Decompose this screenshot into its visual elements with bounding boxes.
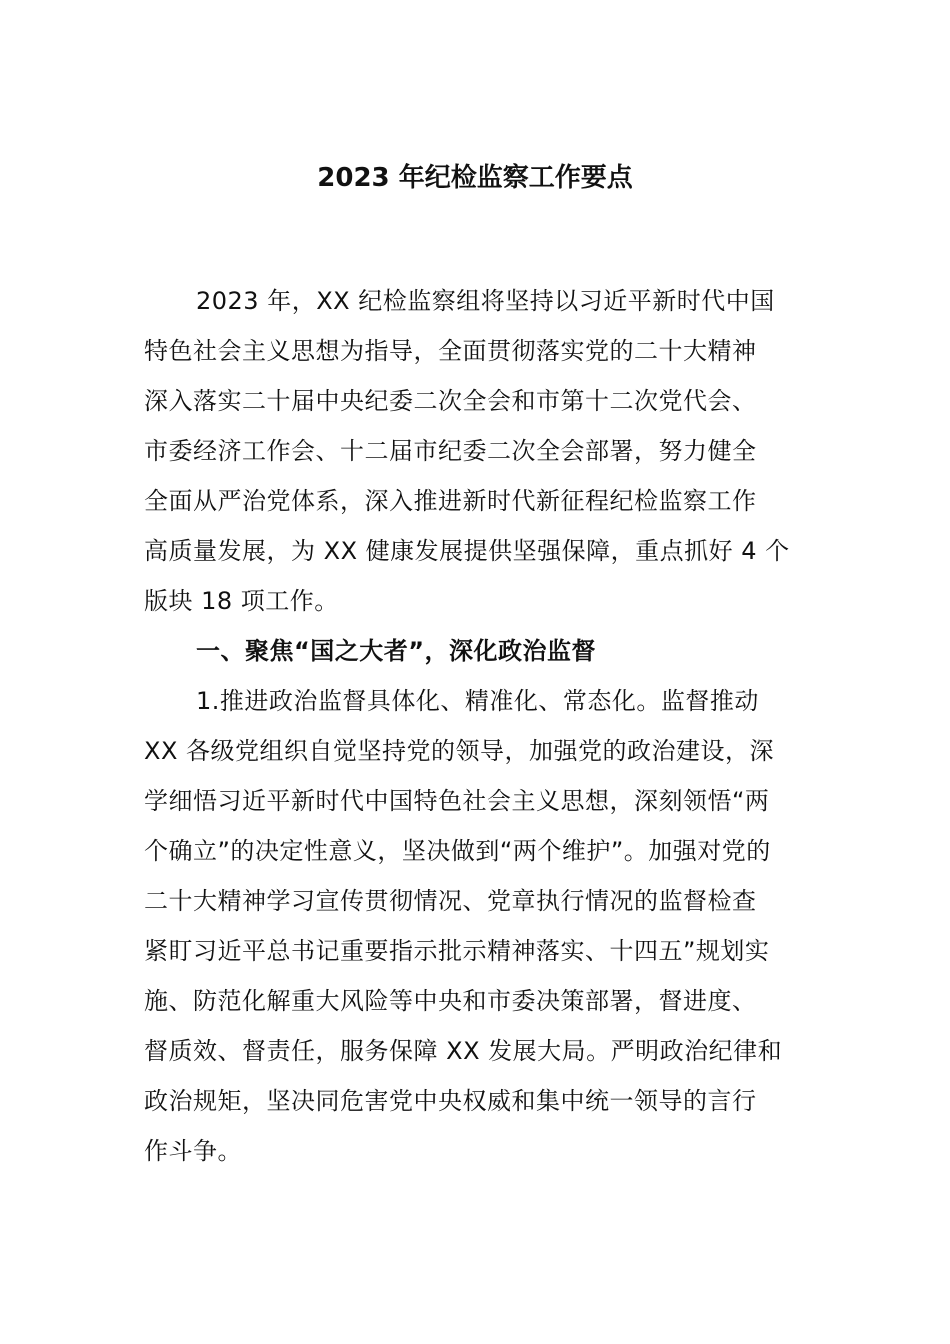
- document-body: [144, 276, 810, 1176]
- paragraph-line: 高质量发展，为 XX 健康发展提供坚强保障，重点抓好 4 个: [144, 537, 790, 565]
- paragraph-line: 督质效、督责任，服务保障 XX 发展大局。严明政治纪律和: [144, 1037, 783, 1065]
- item-paragraph: [144, 676, 810, 1176]
- paragraph-line: 2023 年，XX 纪检监察组将坚持以习近平新时代中国: [196, 287, 775, 315]
- paragraph-line: 政治规矩，坚决同危害党中央权威和集中统一领导的言行: [144, 1087, 757, 1115]
- paragraph-line: 全面从严治党体系，深入推进新时代新征程纪检监察工作: [144, 487, 757, 515]
- paragraph-line: 作斗争。: [144, 1137, 242, 1165]
- paragraph-line: 深入落实二十届中央纪委二次全会和市第十二次党代会、: [144, 387, 757, 415]
- paragraph-line: 学细悟习近平新时代中国特色社会主义思想，深刻领悟“两: [144, 787, 770, 815]
- intro-paragraph: [144, 276, 810, 626]
- paragraph-line: 1.推进政治监督具体化、精准化、常态化。监督推动: [196, 687, 759, 715]
- document-title: 2023 年纪检监察工作要点: [317, 163, 633, 193]
- paragraph-line: 施、防范化解重大风险等中央和市委决策部署，督进度、: [144, 987, 757, 1015]
- paragraph-line: XX 各级党组织自觉坚持党的领导，加强党的政治建设，深: [144, 737, 775, 765]
- paragraph-line: 特色社会主义思想为指导，全面贯彻落实党的二十大精神: [144, 337, 757, 365]
- paragraph-line: 个确立”的决定性意义，坚决做到“两个维护”。加强对党的: [144, 837, 771, 865]
- paragraph-line: 紧盯习近平总书记重要指示批示精神落实、十四五”规划实: [144, 937, 770, 965]
- paragraph-line: 市委经济工作会、十二届市纪委二次全会部署，努力健全: [144, 437, 757, 465]
- section-heading: 一、聚焦“国之大者”，深化政治监督: [196, 637, 597, 665]
- paragraph-line: 版块 18 项工作。: [144, 587, 339, 615]
- paragraph-line: 二十大精神学习宣传贯彻情况、党章执行情况的监督检查: [144, 887, 757, 915]
